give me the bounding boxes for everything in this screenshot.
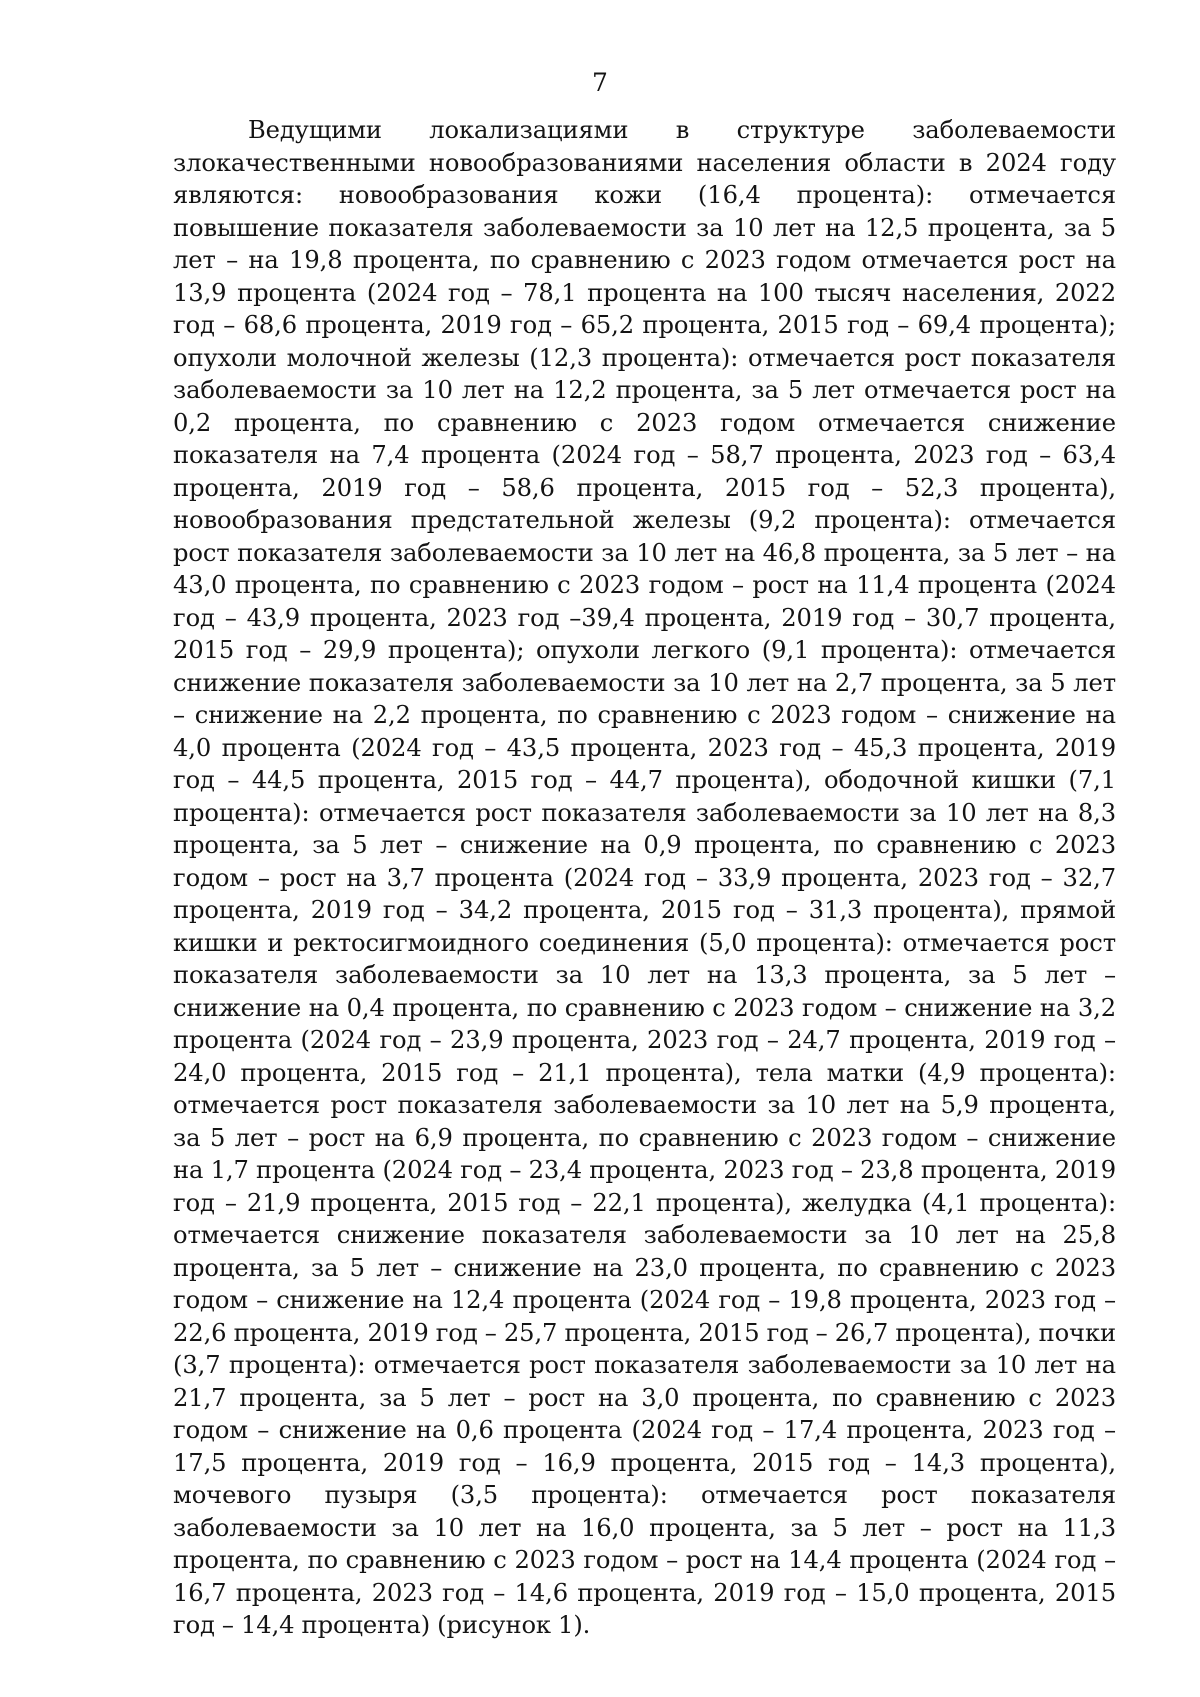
page-number: 7	[592, 68, 608, 97]
body-paragraph: Ведущими локализациями в структуре заболеваемости злокачественными новообразованиями населения области в 2024 году являются: новообразования кожи (16,4 процента): отмечается повышение показателя заболеваемости за 10 лет на 12,5 процента, за 5 лет – на 19,8 процента, по сравнению с 2023 годом отмечается рост на 13,9 процента (2024 год – 78,1 процента на 100 тысяч населения, 2022 год – 68,6 процента, 2019 год – 65,2 процента, 2015 год – 69,4 процента); опухоли молочной железы (12,3 процента): отмечается рост показателя заболеваемости за 10 лет на 12,2 процента, за 5 лет отмечается рост на 0,2 процента, по сравнению с 2023 годом отмечается снижение показателя на 7,4 процента (2024 год – 58,7 процента, 2023 год – 63,4 процента, 2019 год – 58,6 процента, 2015 год – 52,3 процента), новообразования предстательной железы (9,2 процента): отмечается рост показателя заболеваемости за 10 лет на 46,8 процента, за 5 лет – на 43,0 процента, по сравнению с 2023 годом – рост на 11,4 процента (2024 год – 43,9 процента, 2023 год –39,4 процента, 2019 год – 30,7 процента, 2015 год – 29,9 процента); опухоли легкого (9,1 процента): отмечается снижение показателя заболеваемости за 10 лет на 2,7 процента, за 5 лет – снижение на 2,2 процента, по сравнению с 2023 годом – снижение на 4,0 процента (2024 год – 43,5 процента, 2023 год – 45,3 процента, 2019 год – 44,5 процента, 2015 год – 44,7 процента), ободочной кишки (7,1 процента): отмечается рост показателя заболеваемости за 10 лет на 8,3 процента, за 5 лет – снижение на 0,9 процента, по сравнению с 2023 годом – рост на 3,7 процента (2024 год – 33,9 процента, 2023 год – 32,7 процента, 2019 год – 34,2 процента, 2015 год – 31,3 процента), прямой кишки и ректосигмоидного соединения (5,0 процента): отмечается рост показателя заболеваемости за 10 лет на 13,3 процента, за 5 лет – снижение на 0,4 процента, по сравнению с 2023 годом – снижение на 3,2 процента (2024 год – 23,9 процента, 2023 год – 24,7 процента, 2019 год – 24,0 процента, 2015 год – 21,1 процента), тела матки (4,9 процента): отмечается рост показателя заболеваемости за 10 лет на 5,9 процента, за 5 лет – рост на 6,9 процента, по сравнению с 2023 годом – снижение на 1,7 процента (2024 год – 23,4 процента, 2023 год – 23,8 процента, 2019 год – 21,9 процента, 2015 год – 22,1 процента), желудка (4,1 процента): отмечается снижение показателя заболеваемости за 10 лет на 25,8 процента, за 5 лет – снижение на 23,0 процента, по сравнению с 2023 годом – снижение на 12,4 процента (2024 год – 19,8 процента, 2023 год – 22,6 процента, 2019 год – 25,7 процента, 2015 год – 26,7 процента), почки (3,7 процента): отмечается рост показателя заболеваемости за 10 лет на 21,7 процента, за 5 лет – рост на 3,0 процента, по сравнению с 2023 годом – снижение на 0,6 процента (2024 год – 17,4 процента, 2023 год – 17,5 процента, 2019 год – 16,9 процента, 2015 год – 14,3 процента), мочевого пузыря (3,5 процента): отмечается рост показателя заболеваемости за 10 лет на 16,0 процента, за 5 лет – рост на 11,3 процента, по сравнению с 2023 годом – рост на 14,4 процента (2024 год – 16,7 процента, 2023 год – 14,6 процента, 2019 год – 15,0 процента, 2015 год – 14,4 процента) (рисунок 1).	[173, 116, 1116, 1639]
